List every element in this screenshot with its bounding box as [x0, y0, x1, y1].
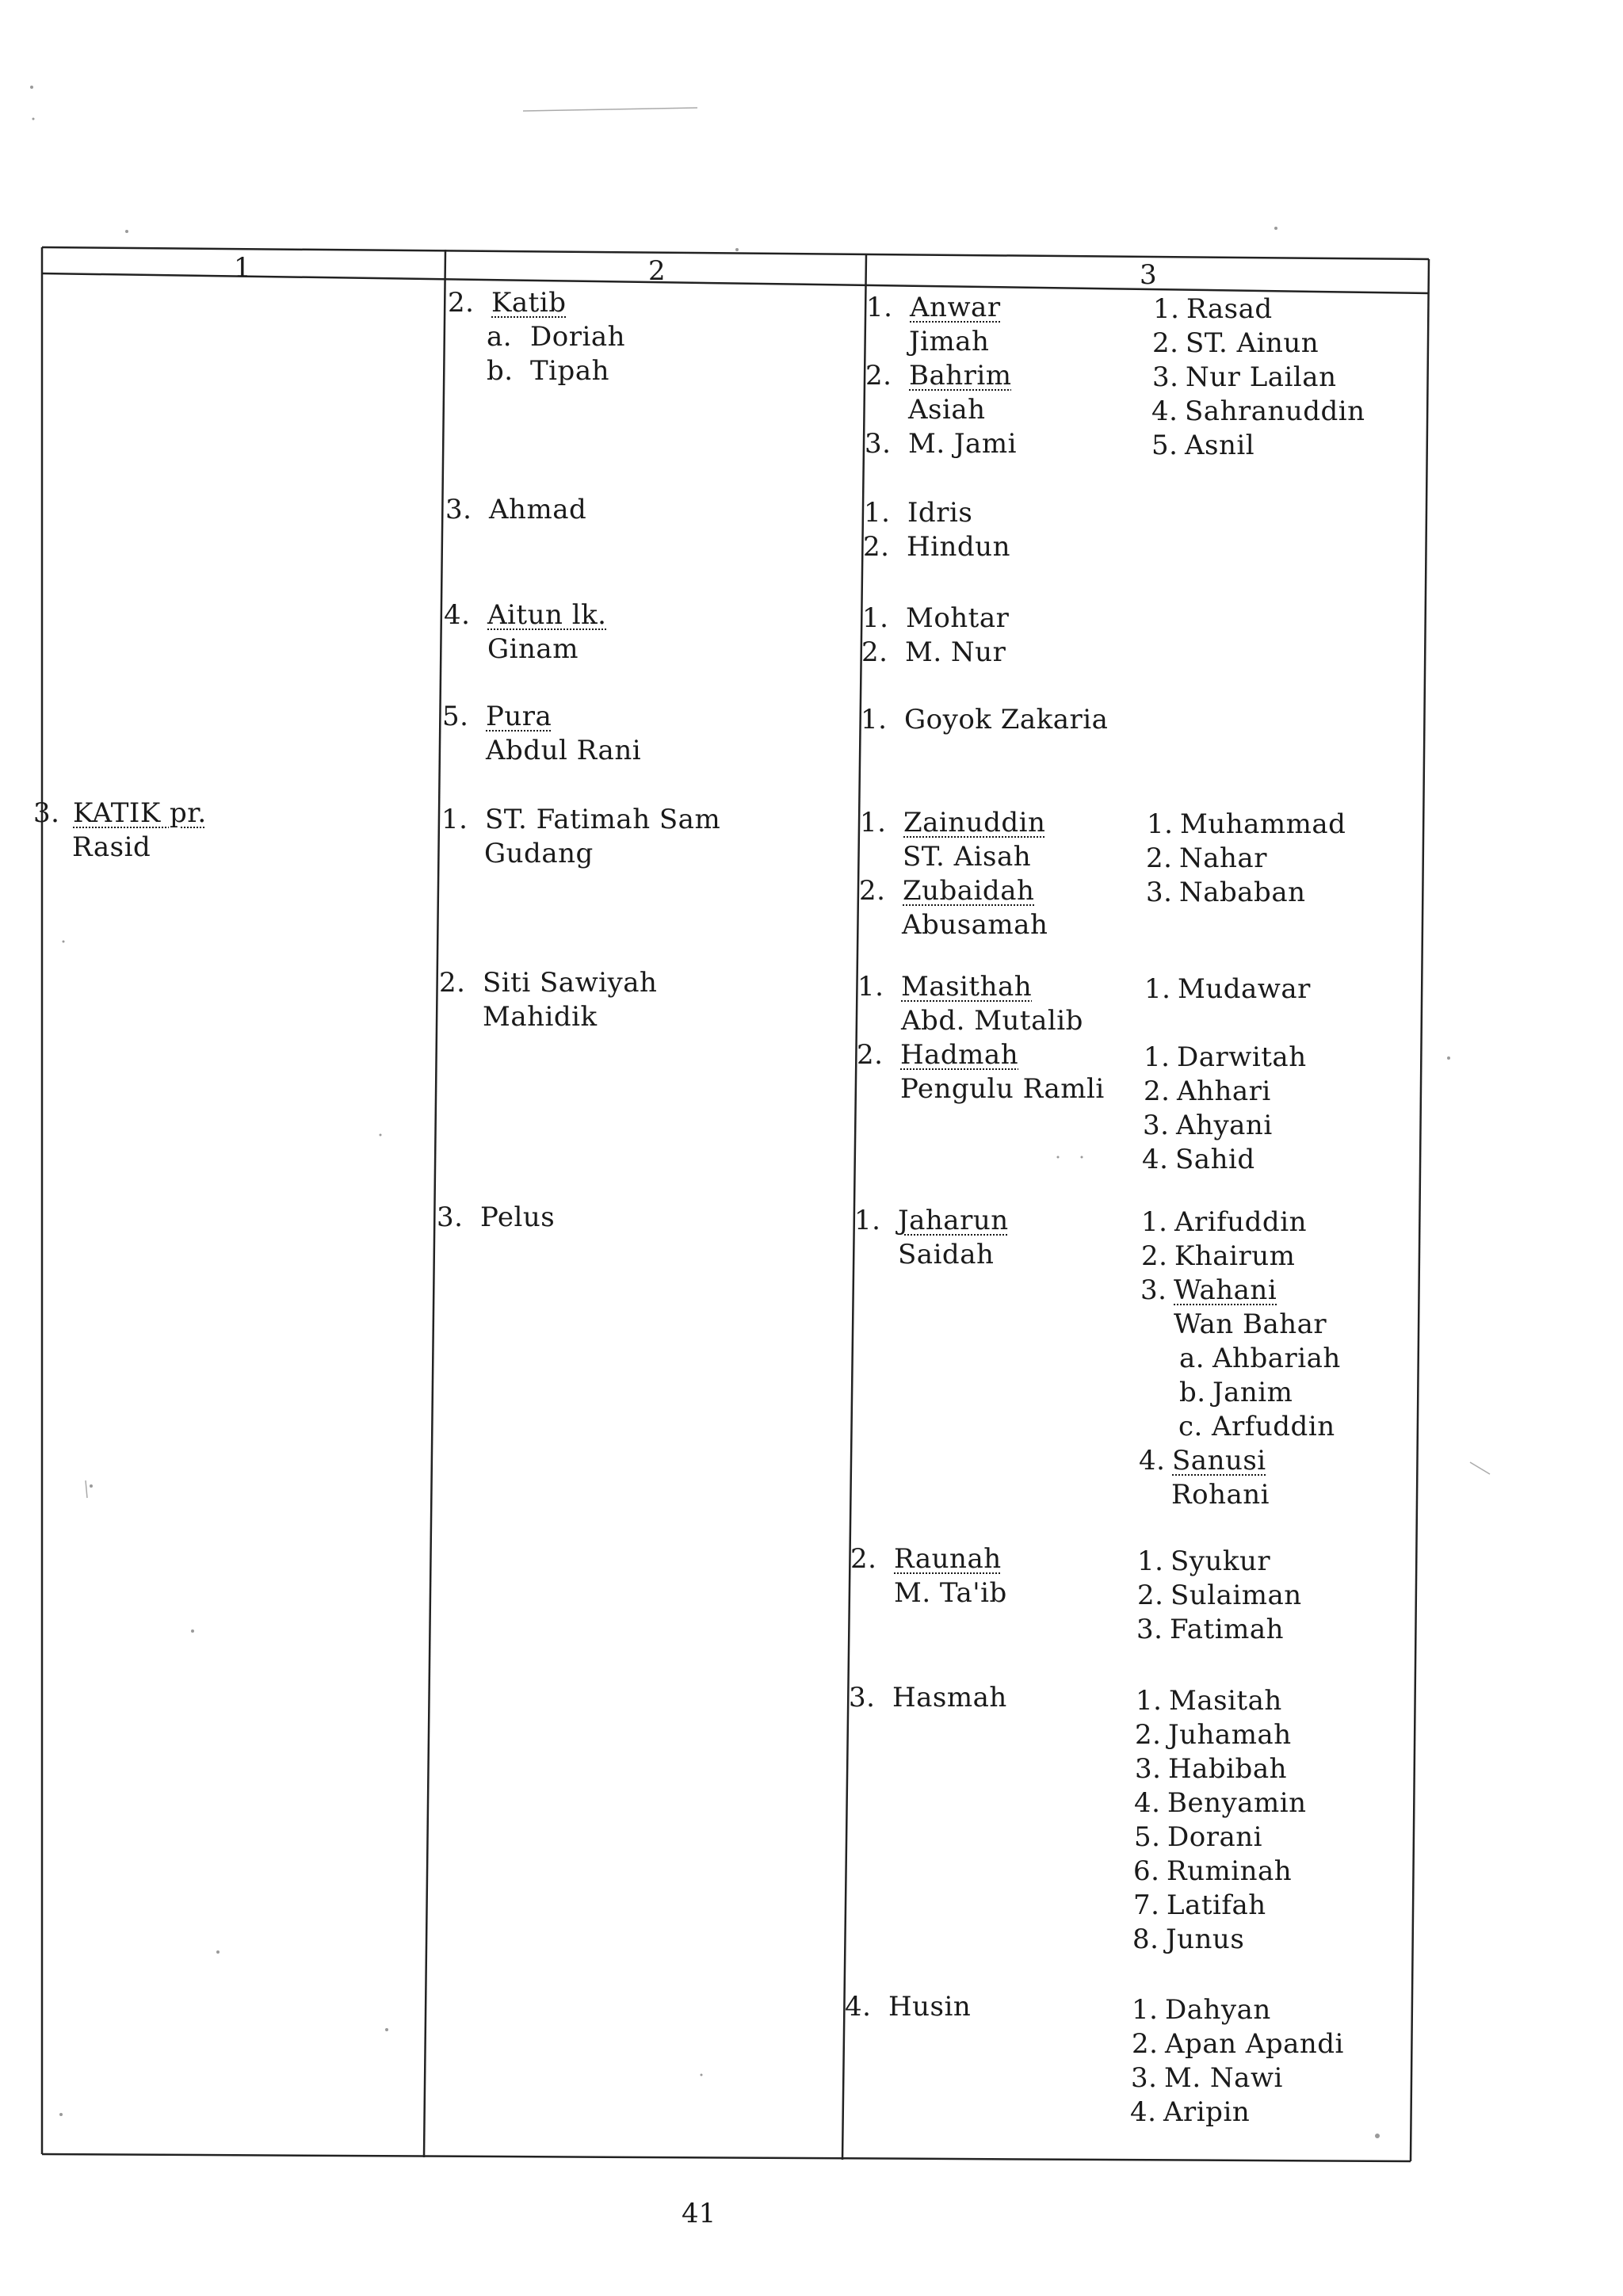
entry-number: 3. [33, 797, 60, 829]
entry-number: 5. [1134, 1821, 1161, 1853]
entry-name: Doriah [530, 321, 626, 353]
entry-name: Arfuddin [1212, 1411, 1335, 1442]
entry-number: a. [1179, 1343, 1205, 1374]
entry-number: 5. [1151, 430, 1178, 461]
entry-number: 3. [1146, 877, 1173, 908]
entry-name: Latifah [1167, 1889, 1266, 1921]
entry-name: Abusamah [902, 909, 1048, 941]
column-header-2: 2 [648, 255, 666, 287]
entry-name: ST. Ainun [1186, 327, 1319, 359]
entry-number: 6. [1133, 1855, 1160, 1887]
entry-number: 1. [862, 602, 889, 634]
entry-name-married: Masithah [901, 971, 1033, 1003]
entry-number: 3. [445, 494, 472, 525]
entry-name: Gudang [484, 838, 594, 869]
entry-number: 4. [1151, 395, 1178, 427]
entry-name: ST. Fatimah Sam [485, 804, 721, 835]
entry-name: Benyamin [1167, 1787, 1307, 1819]
entry-number: 1. [1136, 1685, 1163, 1717]
entry-number: c. [1178, 1411, 1203, 1442]
entry-number: 2. [850, 1543, 877, 1575]
entry-number: 4. [1134, 1787, 1161, 1819]
entry-name: Saidah [898, 1239, 995, 1270]
entry-number: 1. [441, 804, 468, 835]
entry-name: Idris [907, 497, 973, 529]
entry-name: Arifuddin [1174, 1206, 1307, 1238]
entry-name: Janim [1212, 1377, 1293, 1408]
entry-name: Pengulu Ramli [900, 1073, 1105, 1105]
entry-number: 2. [861, 636, 888, 668]
entry-name-married: Sanusi [1172, 1445, 1266, 1477]
entry-name: Darwitah [1177, 1041, 1307, 1073]
entry-number: 3. [1143, 1110, 1170, 1141]
entry-number: 2. [1146, 842, 1173, 874]
entry-name: Rohani [1171, 1479, 1270, 1511]
entry-name: Junus [1166, 1924, 1245, 1955]
entry-name: Apan Apandi [1165, 2028, 1344, 2060]
entry-name-married: Hadmah [900, 1039, 1019, 1071]
entry-name: Sahranuddin [1185, 395, 1365, 427]
entry-name: M. Jami [908, 428, 1017, 460]
entry-name: Pelus [480, 1201, 556, 1233]
entry-number: 5. [442, 701, 469, 732]
entry-name-married: Pura [486, 701, 552, 732]
entry-number: 1. [1132, 1994, 1159, 2026]
entry-name: M. Ta'ib [894, 1577, 1007, 1609]
entry-number: 2. [857, 1039, 884, 1071]
entry-name: Goyok Zakaria [904, 704, 1109, 735]
column-header-3: 3 [1140, 259, 1158, 291]
entry-number: 2. [1141, 1240, 1168, 1272]
entry-name: Hindun [907, 531, 1010, 563]
entry-name: Hasmah [892, 1682, 1007, 1713]
entry-number: 1. [1141, 1206, 1168, 1238]
entry-name: Nababan [1179, 877, 1306, 908]
entry-number: 8. [1132, 1924, 1159, 1955]
entry-name: M. Nawi [1164, 2062, 1283, 2094]
entry-number: 1. [1144, 1041, 1170, 1073]
entry-number: 4. [845, 1991, 872, 2023]
entry-name: Nur Lailan [1186, 361, 1337, 393]
entry-number: 2. [439, 967, 466, 999]
entry-number: 1. [860, 807, 887, 839]
entry-name: Husin [888, 1991, 972, 2023]
entry-number: 2. [865, 360, 892, 392]
entry-name: Masitah [1169, 1685, 1282, 1717]
entry-number: 3. [437, 1201, 464, 1233]
entry-name: Mudawar [1178, 973, 1311, 1005]
entry-name: Dorani [1167, 1821, 1263, 1853]
entry-number: a. [487, 321, 513, 353]
entry-number: b. [1179, 1377, 1206, 1408]
entry-number: 1. [866, 292, 893, 323]
entry-name-married: Aitun lk. [487, 599, 607, 631]
entry-name: Ginam [487, 633, 579, 665]
entry-name-married: Wahani [1174, 1274, 1277, 1306]
entry-number: 1. [864, 497, 891, 529]
entry-number: 3. [1131, 2062, 1158, 2094]
entry-number: 1. [1137, 1545, 1164, 1577]
entry-number: 3. [849, 1682, 876, 1713]
entry-number: 4. [1139, 1445, 1166, 1477]
entry-name: Ahmad [489, 494, 587, 525]
entry-number: 4. [1142, 1144, 1169, 1175]
entry-name-married: Jaharun [898, 1205, 1009, 1236]
entry-number: 3. [1152, 361, 1179, 393]
entry-number: 1. [861, 704, 888, 735]
entry-number: 3. [865, 428, 892, 460]
entry-number: 1. [1153, 293, 1180, 325]
entry-number: 2. [863, 531, 890, 563]
entry-name: Khairum [1174, 1240, 1296, 1272]
entry-name: Sulaiman [1170, 1580, 1302, 1611]
entry-name: Abdul Rani [486, 735, 642, 766]
entry-name: Muhammad [1180, 808, 1346, 840]
entry-name: Jimah [909, 326, 990, 357]
entry-number: 2. [448, 287, 475, 319]
entry-name: Sahid [1175, 1144, 1255, 1175]
entry-name: Siti Sawiyah [483, 967, 658, 999]
entry-name: Ahyani [1176, 1110, 1273, 1141]
entry-number: b. [487, 355, 514, 387]
entry-name-married: KATIK pr. [73, 797, 207, 829]
entry-number: 3. [1135, 1753, 1162, 1785]
entry-number: 1. [854, 1205, 881, 1236]
entry-number: 2. [1144, 1075, 1170, 1107]
entry-name: Syukur [1170, 1545, 1271, 1577]
entry-name: Rasad [1186, 293, 1273, 325]
entry-name-married: Anwar [910, 292, 1001, 323]
entry-name-married: Zainuddin [903, 807, 1046, 839]
entry-name: Ahbariah [1212, 1343, 1341, 1374]
entry-number: 2. [1135, 1719, 1162, 1751]
entry-name: Ahhari [1177, 1075, 1271, 1107]
page-number: 41 [682, 2198, 716, 2229]
entry-name: Abd. Mutalib [901, 1005, 1083, 1037]
entry-name: Habibah [1168, 1753, 1287, 1785]
entry-number: 2. [1132, 2028, 1159, 2060]
entry-number: 7. [1133, 1889, 1160, 1921]
entry-number: 2. [859, 875, 886, 907]
column-header-1: 1 [234, 252, 252, 284]
entry-name: Dahyan [1165, 1994, 1271, 2026]
entry-name: Rasid [72, 831, 151, 863]
entry-name: Wan Bahar [1174, 1308, 1327, 1340]
entry-name: Mohtar [906, 602, 1010, 634]
entry-number: 2. [1137, 1580, 1164, 1611]
entry-name-married: Raunah [894, 1543, 1002, 1575]
entry-number: 4. [444, 599, 471, 631]
entry-name: Fatimah [1170, 1614, 1284, 1645]
entry-name: Mahidik [483, 1001, 598, 1033]
entry-name: Asnil [1185, 430, 1255, 461]
entry-number: 4. [1130, 2096, 1157, 2128]
entry-name: Juhamah [1168, 1719, 1292, 1751]
entry-name: Aripin [1163, 2096, 1251, 2128]
entry-name: Nahar [1179, 842, 1267, 874]
entry-name-married: Katib [491, 287, 567, 319]
entry-number: 3. [1136, 1614, 1163, 1645]
entry-name-married: Bahrim [909, 360, 1012, 392]
entry-name: M. Nur [905, 636, 1006, 668]
entry-number: 1. [1144, 973, 1171, 1005]
entry-name-married: Zubaidah [903, 875, 1035, 907]
entry-name: ST. Aisah [903, 841, 1032, 873]
entry-number: 1. [1147, 808, 1174, 840]
entry-name: Tipah [530, 355, 609, 387]
entry-number: 1. [857, 971, 884, 1003]
entry-name: Asiah [908, 394, 986, 426]
entry-number: 2. [1152, 327, 1179, 359]
entry-number: 3. [1140, 1274, 1167, 1306]
entry-name: Ruminah [1167, 1855, 1293, 1887]
